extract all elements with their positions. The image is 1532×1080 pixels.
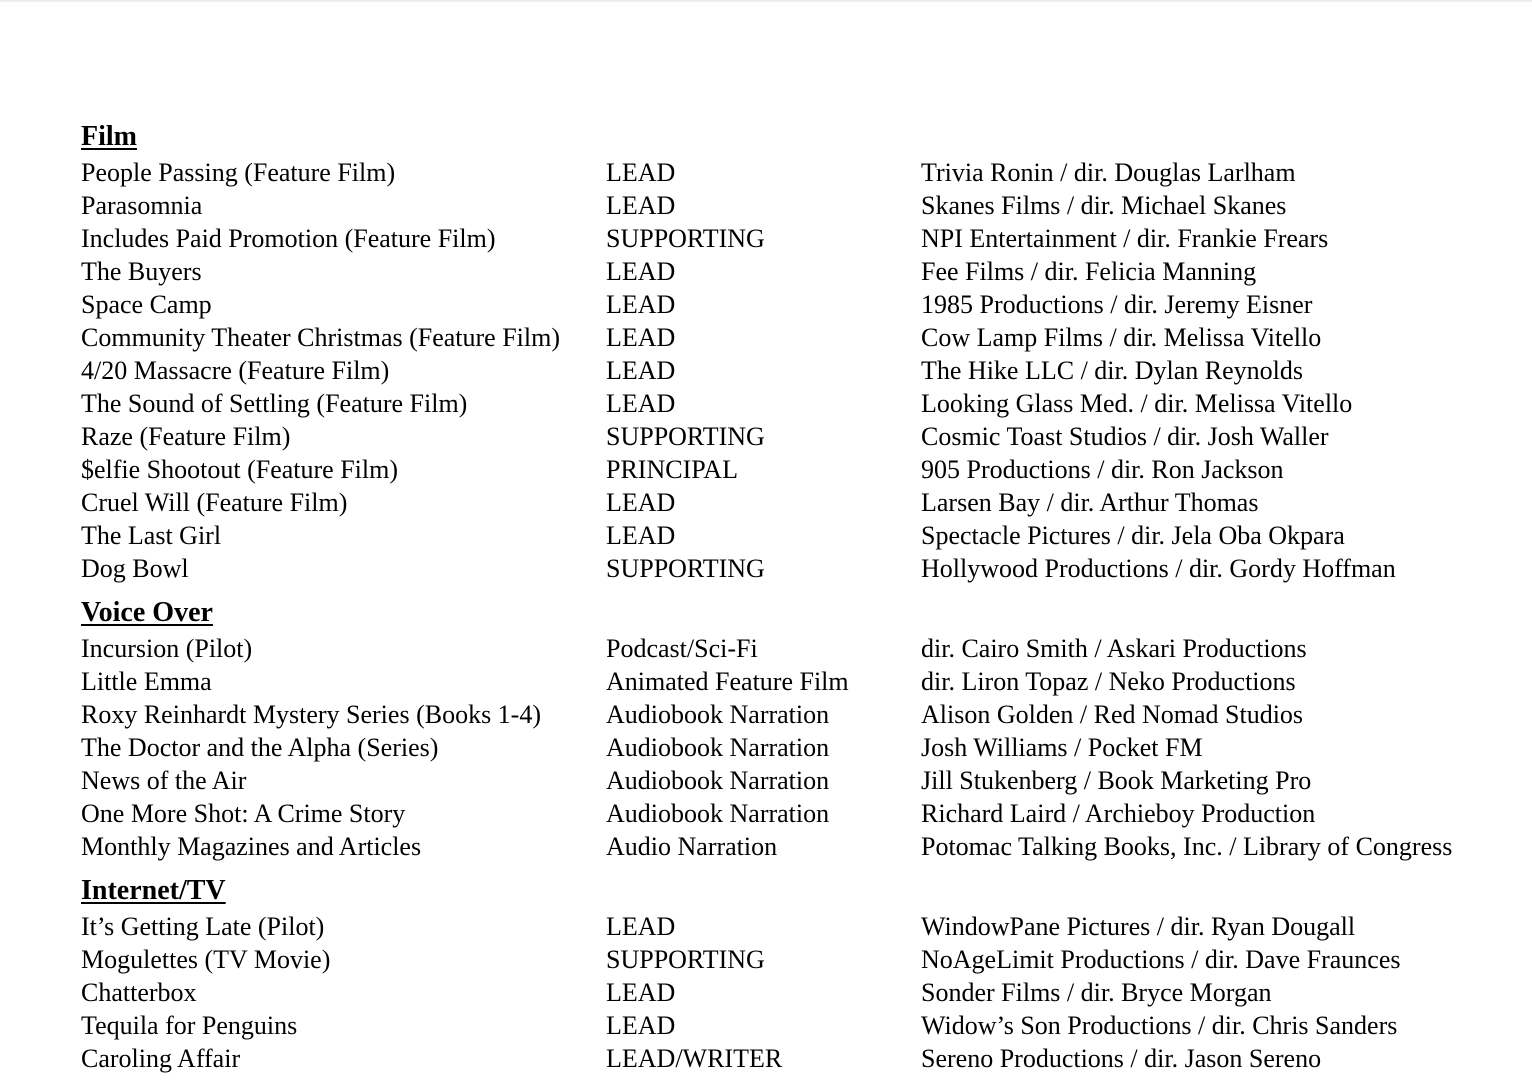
- credit-role: PRINCIPAL: [606, 455, 738, 484]
- credit-row: [81, 943, 1521, 976]
- credit-role: Audio Narration: [606, 832, 778, 861]
- credit-row: [81, 1009, 1521, 1042]
- credit-title: Raze (Feature Film): [81, 422, 291, 451]
- credit-role: Audiobook Narration: [606, 766, 830, 795]
- credit-role: LEAD: [606, 356, 676, 385]
- section-film: [81, 118, 1521, 585]
- credit-company: Richard Laird / Archieboy Production: [921, 799, 1316, 828]
- credit-title: It’s Getting Late (Pilot): [81, 912, 325, 941]
- credit-company: Skanes Films / dir. Michael Skanes: [921, 191, 1287, 220]
- section-heading-voice-over: Voice Over: [81, 597, 213, 628]
- credit-role: LEAD: [606, 323, 676, 352]
- credit-title: Dog Bowl: [81, 554, 189, 583]
- credit-company: Potomac Talking Books, Inc. / Library of Congress: [921, 832, 1453, 861]
- credit-company: Fee Films / dir. Felicia Manning: [921, 257, 1257, 286]
- credit-company: Looking Glass Med. / dir. Melissa Vitello: [921, 389, 1353, 418]
- credit-role: LEAD/WRITER: [606, 1044, 783, 1073]
- credit-row: [81, 519, 1521, 552]
- credit-row: [81, 731, 1521, 764]
- credit-company: Larsen Bay / dir. Arthur Thomas: [921, 488, 1259, 517]
- credit-row: [81, 698, 1521, 731]
- credit-company: Cosmic Toast Studios / dir. Josh Waller: [921, 422, 1329, 451]
- credit-title: Includes Paid Promotion (Feature Film): [81, 224, 496, 253]
- credit-role: Audiobook Narration: [606, 799, 830, 828]
- credit-row: [81, 976, 1521, 1009]
- credit-row: [81, 1042, 1521, 1075]
- credit-company: Widow’s Son Productions / dir. Chris Sanders: [921, 1011, 1398, 1040]
- credit-title: Monthly Magazines and Articles: [81, 832, 422, 861]
- credit-row: [81, 387, 1521, 420]
- page-top-edge: [0, 0, 1532, 3]
- credit-role: Audiobook Narration: [606, 700, 830, 729]
- credit-company: 1985 Productions / dir. Jeremy Eisner: [921, 290, 1313, 319]
- credit-company: Hollywood Productions / dir. Gordy Hoffman: [921, 554, 1396, 583]
- credit-company: Sonder Films / dir. Bryce Morgan: [921, 978, 1272, 1007]
- credit-company: Sereno Productions / dir. Jason Sereno: [921, 1044, 1322, 1073]
- credit-row: [81, 156, 1521, 189]
- credit-title: 4/20 Massacre (Feature Film): [81, 356, 390, 385]
- credit-company: dir. Cairo Smith / Askari Productions: [921, 634, 1307, 663]
- credit-row: [81, 486, 1521, 519]
- credit-title: People Passing (Feature Film): [81, 158, 396, 187]
- credit-role: SUPPORTING: [606, 422, 765, 451]
- credit-row: [81, 453, 1521, 486]
- credit-title: Parasomnia: [81, 191, 203, 220]
- credit-title: Tequila for Penguins: [81, 1011, 298, 1040]
- credit-row: [81, 321, 1521, 354]
- credit-role: LEAD: [606, 1011, 676, 1040]
- credit-title: Incursion (Pilot): [81, 634, 253, 663]
- credit-title: One More Shot: A Crime Story: [81, 799, 406, 828]
- credit-title: The Doctor and the Alpha (Series): [81, 733, 439, 762]
- credit-row: [81, 632, 1521, 665]
- credit-title: Roxy Reinhardt Mystery Series (Books 1-4): [81, 700, 542, 729]
- credit-row: [81, 420, 1521, 453]
- credit-role: Animated Feature Film: [606, 667, 849, 696]
- credit-company: WindowPane Pictures / dir. Ryan Dougall: [921, 912, 1356, 941]
- credit-row: [81, 255, 1521, 288]
- resume-credits: [81, 118, 1521, 1075]
- credit-company: Cow Lamp Films / dir. Melissa Vitello: [921, 323, 1322, 352]
- credit-title: News of the Air: [81, 766, 247, 795]
- credit-role: LEAD: [606, 389, 676, 418]
- credit-title: $elfie Shootout (Feature Film): [81, 455, 399, 484]
- credit-row: [81, 830, 1521, 863]
- credit-title: Cruel Will (Feature Film): [81, 488, 348, 517]
- credit-row: [81, 189, 1521, 222]
- credit-row: [81, 665, 1521, 698]
- credit-role: LEAD: [606, 978, 676, 1007]
- credit-row: [81, 552, 1521, 585]
- credit-role: LEAD: [606, 488, 676, 517]
- credit-company: Spectacle Pictures / dir. Jela Oba Okpara: [921, 521, 1345, 550]
- credit-role: LEAD: [606, 257, 676, 286]
- credit-company: Trivia Ronin / dir. Douglas Larlham: [921, 158, 1296, 187]
- credit-title: The Sound of Settling (Feature Film): [81, 389, 468, 418]
- credit-title: The Last Girl: [81, 521, 222, 550]
- credit-company: dir. Liron Topaz / Neko Productions: [921, 667, 1296, 696]
- credit-row: [81, 764, 1521, 797]
- credit-row: [81, 354, 1521, 387]
- credit-row: [81, 288, 1521, 321]
- credit-role: SUPPORTING: [606, 224, 765, 253]
- credit-row: [81, 910, 1521, 943]
- section-heading-internet-tv: Internet/TV: [81, 875, 226, 906]
- credit-role: SUPPORTING: [606, 945, 765, 974]
- credit-title: The Buyers: [81, 257, 202, 286]
- credit-title: Little Emma: [81, 667, 212, 696]
- credit-role: Podcast/Sci-Fi: [606, 634, 758, 663]
- section-internet-tv: [81, 872, 1521, 1075]
- credit-role: LEAD: [606, 191, 676, 220]
- credit-title: Space Camp: [81, 290, 212, 319]
- credit-title: Chatterbox: [81, 978, 197, 1007]
- credit-role: SUPPORTING: [606, 554, 765, 583]
- credit-role: LEAD: [606, 290, 676, 319]
- section-voice-over: [81, 594, 1521, 863]
- section-heading-film: Film: [81, 121, 137, 152]
- credit-company: 905 Productions / dir. Ron Jackson: [921, 455, 1284, 484]
- credit-row: [81, 222, 1521, 255]
- credit-row: [81, 797, 1521, 830]
- credit-company: The Hike LLC / dir. Dylan Reynolds: [921, 356, 1304, 385]
- credit-title: Community Theater Christmas (Feature Film): [81, 323, 561, 352]
- credit-company: NPI Entertainment / dir. Frankie Frears: [921, 224, 1329, 253]
- credit-role: Audiobook Narration: [606, 733, 830, 762]
- credit-company: Alison Golden / Red Nomad Studios: [921, 700, 1304, 729]
- credit-role: LEAD: [606, 912, 676, 941]
- credit-role: LEAD: [606, 521, 676, 550]
- credit-title: Caroling Affair: [81, 1044, 241, 1073]
- credit-title: Mogulettes (TV Movie): [81, 945, 331, 974]
- credit-company: Josh Williams / Pocket FM: [921, 733, 1203, 762]
- credit-role: LEAD: [606, 158, 676, 187]
- credit-company: Jill Stukenberg / Book Marketing Pro: [921, 766, 1312, 795]
- credit-company: NoAgeLimit Productions / dir. Dave Fraunces: [921, 945, 1401, 974]
